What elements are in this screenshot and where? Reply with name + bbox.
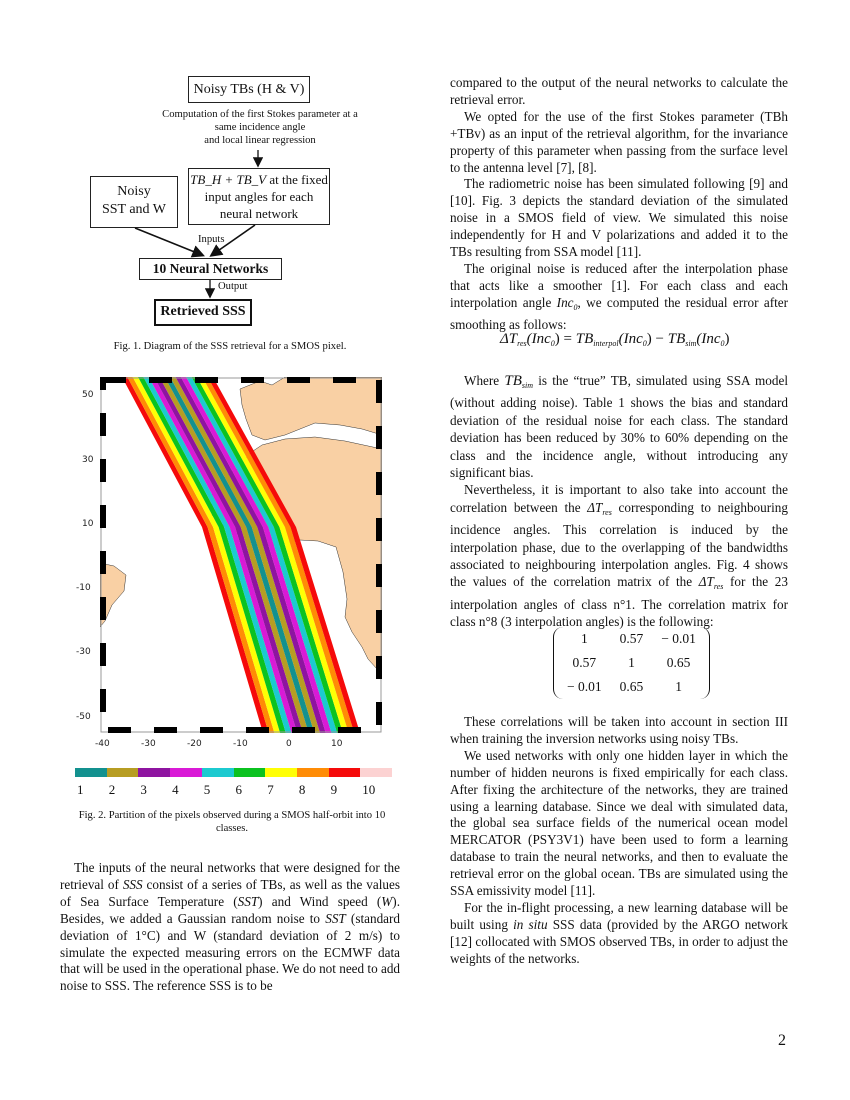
- tb-sum-text: neural network: [219, 206, 299, 221]
- colorbar-label: 1: [77, 782, 84, 797]
- y-tick-label: -50: [76, 712, 91, 722]
- colorbar-label: 3: [140, 782, 147, 797]
- y-tick-label: -10: [76, 583, 91, 593]
- colorbar-swatch-class-4: [170, 768, 202, 777]
- class-colorbar: [75, 768, 392, 777]
- right-body-text-bottom: [450, 714, 788, 968]
- swath-stripes: [122, 377, 360, 733]
- paragraph: Nevertheless, it is important to also take into account the correlation between the $\Delta T_{res}$ corresponding to neighbouring incidence angles. This correlation is induced by the interpolation phase, due to the overlapping of the bandwidths associated to neighbouring interpolation angles. Fig. 4 shows the values of the correlation matrix of the $\Delta T_{res}$ for the 23 interpolation angles of class n°1. The correlation matrix for class n°8 (3 interpolation angles) is the following:: [450, 482, 788, 630]
- paragraph: The original noise is reduced after the interpolation phase that acts like a smoother [1]. For each class and each interpolation angle Inc$_0$, we computed the residual error after smoothing as follows:: [450, 260, 788, 332]
- colorbar-label: 7: [267, 782, 274, 797]
- y-tick-label: 30: [82, 455, 94, 465]
- computation-note-line: and local linear regression: [204, 135, 316, 146]
- tb-sum-text: at the fixed: [269, 172, 328, 187]
- figure-1-caption: Fig. 1. Diagram of the SSS retrieval for a SMOS pixel.: [113, 341, 347, 352]
- colorbar-swatch-class-2: [107, 768, 139, 777]
- figure-2-caption: Fig. 2. Partition of the pixels observed during a SMOS half-orbit into 10 classes.: [78, 810, 386, 834]
- swath-map: [100, 377, 382, 733]
- y-tick-label: 50: [82, 390, 94, 400]
- colorbar-label: 9: [330, 782, 338, 797]
- residual-error-equation: $\Delta T_{res}(Inc_0) = TB_{interpol}(Inc_0) - TB_{sim}(Inc_0)$: [500, 331, 730, 348]
- x-tick-label: -20: [187, 739, 202, 749]
- colorbar-label: 5: [203, 782, 211, 797]
- x-tick-label: 0: [286, 739, 292, 749]
- noisy-sst-text: SST and W: [101, 202, 167, 217]
- colorbar-label: 4: [172, 782, 179, 797]
- paragraph: Where $TB_{sim}$ is the “true” TB, simulated using SSA model (without adding noise). Table 1 shows the bias and standard deviation of the residual noise for each class. The standard deviation has been reduced by 30% to 60% depending on the class and the incidence angle, without introducing any significant bias.: [450, 373, 788, 481]
- output-label: Output: [218, 281, 248, 292]
- colorbar-label: 6: [235, 782, 242, 797]
- diagram-arrows: [0, 0, 420, 340]
- x-tick-label: -10: [233, 739, 248, 749]
- colorbar-swatch-class-7: [265, 768, 297, 777]
- paragraph: We used networks with only one hidden layer in which the number of hidden neurons is fixed empirically for each class. After fixing the architecture of the networks, they are trained using a learning database. Since we deal with simulated data, the global sea surface fields of the numerical ocean model MERCATOR (PSY3V1) have been used to form a learning database to train the neural networks, and then to evaluate the retrieval error on the global ocean. TBs are simulated using the SSA emissivity model [11].: [450, 747, 788, 899]
- colorbar-swatch-class-8: [297, 768, 329, 777]
- colorbar-label: 10: [362, 782, 376, 797]
- paragraph: These correlations will be taken into account in section III when training the inversion networks using noisy TBs.: [450, 714, 788, 746]
- computation-note-line: same incidence angle: [214, 122, 306, 133]
- retrieved-sss-box: Retrieved SSS: [154, 299, 252, 326]
- paragraph: The radiometric noise has been simulated following [9] and [10]. Fig. 3 depicts the standard deviation of the simulated noise in a SMOS field of view. We simulated this noise independently for H and V polarizations and added it to the TBs resulting from SSA model [11].: [450, 176, 788, 260]
- right-body-text-top: [450, 75, 788, 334]
- left-body-text: [60, 860, 400, 995]
- tb-sum-math: TB_H + TB_V: [190, 172, 267, 187]
- colorbar-swatch-class-6: [234, 768, 266, 777]
- x-tick-label: -40: [95, 739, 110, 749]
- paragraph: We opted for the use of the first Stokes parameter (TBh +TBv) as an input of the retrieval algorithm, for the invariance property of this parameter when passing from the surface level to the antenna level [7], [8].: [450, 108, 788, 175]
- neural-networks-box: 10 Neural Networks: [139, 258, 282, 280]
- colorbar-label: 8: [298, 782, 306, 797]
- correlation-matrix: 1 0.57 − 0.01 0.57 1 0.65 − 0.01 0.65 1: [553, 627, 710, 699]
- colorbar-swatch-class-10: [360, 768, 392, 777]
- paragraph: compared to the output of the neural networks to calculate the retrieval error.: [450, 75, 788, 107]
- x-tick-label: -30: [141, 739, 156, 749]
- arrow-sst-to-networks: [135, 228, 202, 255]
- colorbar-label: 2: [108, 782, 116, 797]
- noisy-tbs-box: Noisy TBs (H & V): [188, 76, 310, 103]
- colorbar-swatch-class-9: [329, 768, 361, 777]
- x-tick-label: 10: [331, 739, 343, 749]
- y-tick-label: -30: [76, 647, 91, 657]
- page-number: 2: [778, 1032, 786, 1049]
- computation-note-line: Computation of the first Stokes parameter at a: [162, 109, 358, 120]
- inputs-label: Inputs: [198, 234, 225, 245]
- tb-sum-text: input angles for each: [204, 189, 314, 204]
- paragraph: The inputs of the neural networks that were designed for the retrieval of SSS consist of a series of TBs, as well as the values of Sea Surface Temperature (SST) and Wind speed (W). Besides, we added a Gaussian random noise to SST (standard deviation of 1°C) and W (standard deviation of 2 m/s) to simulate the expected measuring errors on the ECMWF data that will be used in the operational phase. We do not need to add noise to SSS. The reference SSS is to be: [60, 860, 401, 994]
- y-tick-label: 10: [82, 519, 94, 529]
- noisy-sst-text: Noisy: [117, 184, 151, 199]
- europe-land: [240, 377, 382, 440]
- paragraph: For the in-flight processing, a new learning database will be built using in situ SSS data (provided by the ARGO network [12] collocated with SMOS observed TBs, in order to adjust the weights of the networks.: [450, 899, 789, 966]
- colorbar-swatch-class-1: [75, 768, 107, 777]
- colorbar-swatch-class-5: [202, 768, 234, 777]
- colorbar-swatch-class-3: [138, 768, 170, 777]
- arrow-tb-to-networks: [212, 225, 255, 255]
- right-body-text-mid: [450, 372, 788, 631]
